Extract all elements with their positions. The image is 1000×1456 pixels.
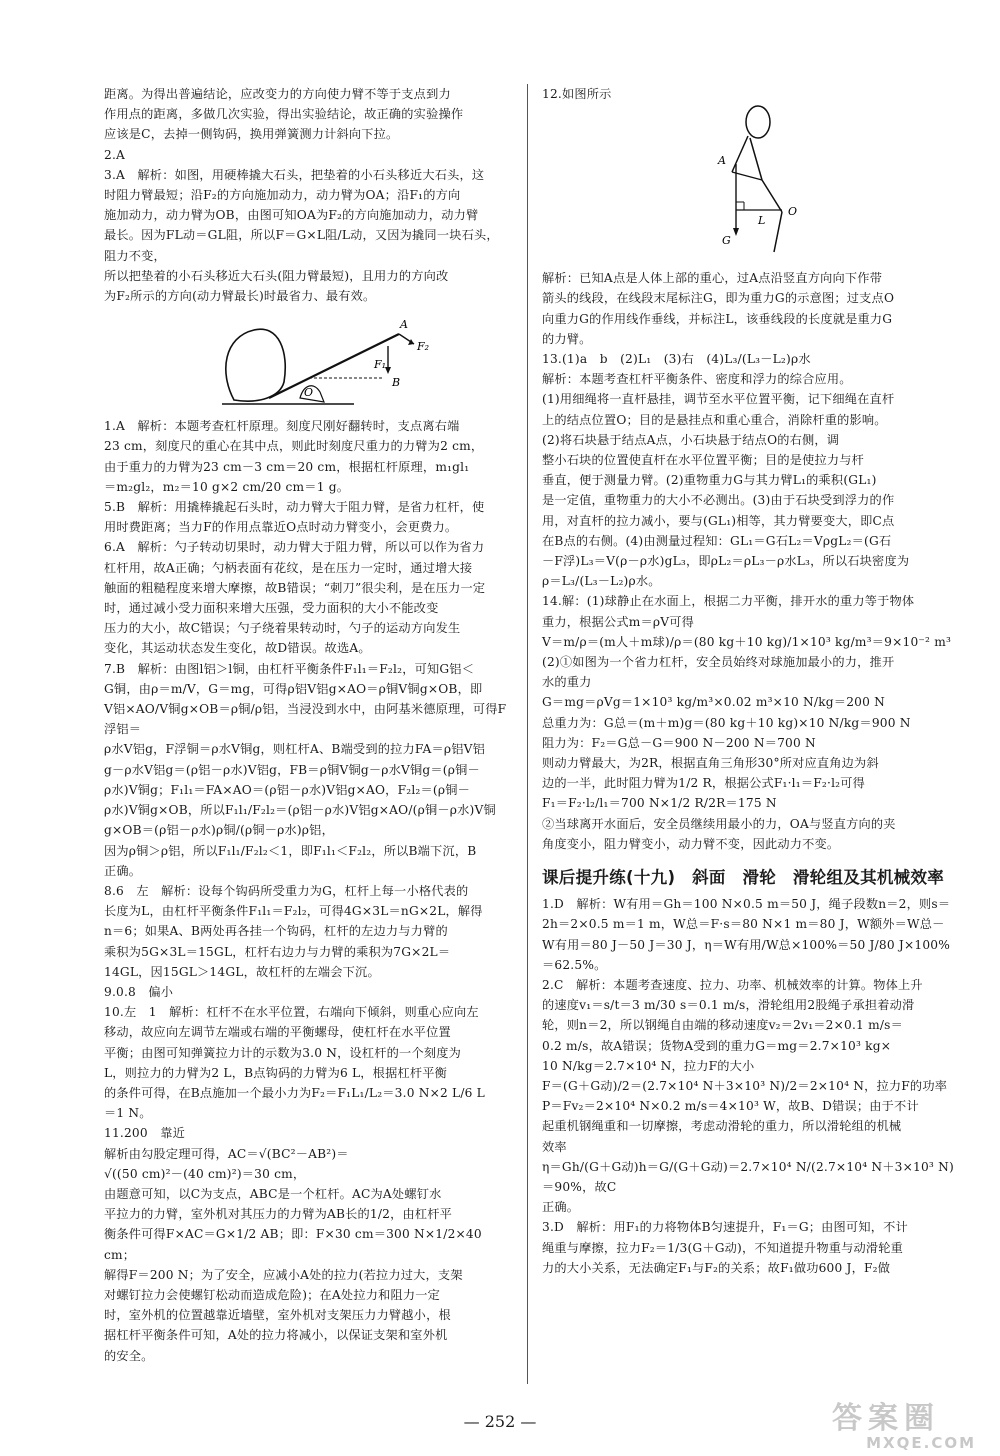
text-line: 阻力为：F₂＝G总－G＝900 N－200 N＝700 N (542, 735, 816, 750)
label-G: G (722, 234, 731, 248)
text-line: 8.6 左 解析：设每个钩码所受重力为G，杠杆上每一小格代表的 (104, 883, 469, 898)
text-line: 2.C 解析：本题考查速度、拉力、功率、机械效率的计算。物体上升 (542, 977, 923, 992)
text-line: 向重力G的作用线作垂线，并标注L，该垂线段的长度就是重力G (542, 311, 893, 326)
text-line: (2)将石块悬于结点A点，小石块悬于结点O的右侧，调 (542, 432, 840, 447)
text-line: 阻力不变， (104, 248, 166, 263)
right-text-block-3 (542, 894, 964, 1278)
text-line: ＝m₂gl₂，m₂＝10 g×2 cm/20 cm＝1 g。 (104, 479, 350, 494)
text-line: 时，通过减小受力面积来增大压强，受力面积的大小不能改变 (104, 601, 439, 616)
text-line: 最长。因为FL动＝GL阻，所以F＝G×L阻/L动，又因为撬同一块石头， (104, 228, 499, 243)
text-line: 是一定值，重物重力的大小不必测出。(3)由于石块受到浮力的作 (542, 493, 895, 508)
text-line: (2)①如图为一个省力杠杆，安全员始终对球施加最小的力，推开 (542, 655, 895, 670)
text-line: 重力，根据公式m＝ρV可得 (542, 614, 694, 629)
text-line: G铜，由ρ＝m/V，G＝mg，可得ρ铝V铝g×AO＝ρ铜V铜g×OB，即 (104, 681, 483, 696)
text-line: 2h＝2×0.5 m＝1 m，W总＝F·s＝80 N×1 m＝80 J，W额外＝W总－ (542, 917, 945, 932)
text-line: 所以把垫着的小石头移近大石头(阻力臂最短)，且用力的方向改 (104, 268, 449, 283)
text-line: ρ水)V铜g×OB，所以F₁l₁/F₂l₂＝(ρ铝－ρ水)V铝g×AO/(ρ铜－ρ水)V铜g×OB＝(ρ铝－ρ水)ρ铜/(ρ铜－ρ水)ρ铝， (104, 803, 496, 838)
left-column (104, 84, 516, 1366)
label-F1: F₁ (374, 358, 387, 372)
text-line: η＝Gh/(G＋G动)h＝G/(G＋G动)＝2.7×10⁴ N/(2.7×10⁴ N＋3×10³ N)＝90%，故C (542, 1159, 954, 1194)
watermark-url: MXQE.COM (866, 1434, 976, 1452)
text-line: 乘积为5G×3L＝15GL，杠杆右边力与力臂的乘积为7G×2L＝ (104, 944, 451, 959)
text-line: ＝1 N。 (104, 1106, 152, 1121)
text-line: 解析：已知A点是人体上部的重心，过A点沿竖直方向向下作带 (542, 271, 883, 286)
text-line: 3.A 解析：如图，用硬棒撬大石头，把垫着的小石头移近大石头，这 (104, 167, 485, 182)
text-line: 起重机钢绳重和一切摩擦，考虑动滑轮的重力，所以滑轮组的机械 (542, 1119, 902, 1134)
text-line: 移动，故应向左调节左端或右端的平衡螺母，使杠杆在水平位置 (104, 1025, 451, 1040)
right-column (542, 84, 964, 1278)
section-heading: 课后提升练(十九) 斜面 滑轮 滑轮组及其机械效率 (542, 868, 945, 888)
text-line: 总重力为：G总＝(m＋m)g＝(80 kg＋10 kg)×10 N/kg＝900 N (542, 715, 911, 730)
text-line: 上的结点位置O；目的是悬挂点和重心重合，消除杆重的影响。 (542, 412, 887, 427)
text-line: L，则拉力的力臂为2 L，B点钩码的力臂为6 L，根据杠杆平衡 (104, 1065, 448, 1080)
text-line: ρ水)V铜g；F₁l₁＝FA×AO＝(ρ铝－ρ水)V铝g×AO，F₂l₂＝(ρ铜－ (104, 782, 470, 797)
page-number: — 252 — (463, 1412, 537, 1431)
text-line: 杠杆用，故A正确；勺柄表面有花纹，是在压力一定时，通过增大接 (104, 560, 473, 575)
text-line: 9.0.8 偏小 (104, 984, 174, 999)
right-text-block-1 (542, 84, 964, 104)
text-line: 14GL，因15GL＞14GL，故杠杆的左端会下沉。 (104, 964, 380, 979)
text-line: 的条件可得，在B点施加一个最小力为F₂＝F₁L₁/L₂＝3.0 N×2 L/6 L (104, 1085, 485, 1100)
text-line: 的安全。 (104, 1348, 154, 1363)
text-line: 1.A 解析：本题考查杠杆原理。刻度尺刚好翻转时，支点离右端 (104, 419, 460, 434)
text-line: 5.B 解析：用撬棒撬起石头时，动力臂大于阻力臂，是省力杠杆，使 (104, 500, 485, 515)
text-line: 应该是C，去掉一侧钩码，换用弹簧测力计斜向下拉。 (104, 127, 399, 142)
text-line: 2.A (104, 147, 126, 162)
text-line: 因为ρ铜＞ρ铝，所以F₁l₁/F₂l₂＜1，即F₁l₁＜F₂l₂，所以B端下沉，B (104, 843, 477, 858)
text-line: 对螺钉拉力会使螺钉松动而造成危险)；在A处拉力和阻力一定 (104, 1287, 441, 1302)
text-line: ＝62.5%。 (542, 957, 607, 972)
text-line: 则动力臂最大，为2R，根据直角三角形30°所对应直角边为斜 (542, 756, 879, 771)
column-divider (527, 84, 528, 1384)
text-line: g－ρ水V铝g＝(ρ铝－ρ水)V铝g，FB＝ρ铜V铜g－ρ水V铜g＝(ρ铜－ (104, 762, 480, 777)
text-line: 由题意可知，以C为支点，ABC是一个杠杆。AC为A处螺钉水 (104, 1186, 442, 1201)
text-line: 据杠杆平衡条件可知，A处的拉力将减小，以保证支架和室外机 (104, 1328, 448, 1343)
text-line: 边的一半，此时阻力臂为1/2 R，根据公式F₁·l₁＝F₂·l₂可得 (542, 776, 866, 791)
text-line: V铝×AO/V铜g×OB＝ρ铜/ρ铝，当浸没到水中，由阿基米德原理，可得F浮铝＝ (104, 702, 507, 737)
text-line: 6.A 解析：勺子转动切果时，动力臂大于阻力臂，所以可以作为省力 (104, 540, 485, 555)
text-line: √((50 cm)²－(40 cm)²)＝30 cm， (104, 1166, 306, 1181)
text-line: 由于重力的力臂为23 cm－3 cm＝20 cm，根据杠杆原理，m₁gl₁ (104, 459, 470, 474)
text-line: 施加动力，动力臂为OB，由图可知OA为F₂的方向施加动力，动力臂 (104, 208, 479, 223)
text-line: W有用＝80 J－50 J＝30 J，η＝W有用/W总×100%＝50 J/80 J×100% (542, 937, 951, 952)
text-line: 10.左 1 解析：杠杆不在水平位置，右端向下倾斜，则重心应向左 (104, 1005, 479, 1020)
text-line: 正确。 (104, 863, 142, 878)
text-line: 箭头的线段，在线段末尾标注G，即为重力G的示意图；过支点O (542, 291, 895, 306)
text-line: F＝(G＋G动)/2＝(2.7×10⁴ N＋3×10³ N)/2＝2×10⁴ N，拉力F的功率 (542, 1078, 948, 1093)
left-text-block-2 (104, 416, 516, 1366)
text-line: 23 cm，刻度尺的重心在其中点，则此时刻度尺重力的力臂为2 cm， (104, 439, 484, 454)
text-line: 14.解：(1)球静止在水面上，根据二力平衡，排开水的重力等于物体 (542, 594, 915, 609)
text-line: G＝mg＝ρVg＝1×10³ kg/m³×0.02 m³×10 N/kg＝200 N (542, 695, 885, 710)
text-line: －F浮)L₃＝V(ρ－ρ水)gL₃，即ρL₂＝ρL₃－ρ水L₃，所以石块密度为 (542, 554, 910, 569)
text-line: 垂直，便于测量力臂。(2)重物重力G与其力臂L₁的乘积(GL₁) (542, 473, 877, 488)
text-line: 力的大小关系，无法确定F₁与F₂的关系；故F₁做功600 J，F₂做 (542, 1260, 891, 1275)
text-line: 13.(1)a b (2)L₁ (3)右 (4)L₃/(L₃－L₂)ρ水 (542, 352, 811, 367)
text-line: 水的重力 (542, 675, 592, 690)
text-line: 触面的粗糙程度来增大摩擦，故B错误；“刺刀”很尖利，是在压力一定 (104, 580, 486, 595)
text-line: ρ＝L₃/(L₃－L₂)ρ水。 (542, 574, 661, 589)
text-line: n＝6；如果A、B两处再各挂一个钩码，杠杆的左边力与力臂的 (104, 924, 448, 939)
text-line: 效率 (542, 1139, 567, 1154)
text-line: 解析：本题考查杠杆平衡条件、密度和浮力的综合应用。 (542, 372, 852, 387)
text-line: 的力臂。 (542, 331, 592, 346)
text-line: 整小石块的位置使直杆在水平位置平衡；目的是使拉力与杆 (542, 453, 865, 468)
text-line: 变化，其运动状态发生变化，故D错误。故选A。 (104, 641, 371, 656)
text-line: 0.2 m/s，故A错误；货物A受到的重力G＝mg＝2.7×10³ kg× (542, 1038, 892, 1053)
text-line: V＝m/ρ＝(m人＋m球)/ρ＝(80 kg＋10 kg)/1×10³ kg/m³＝9×10⁻² m³ (542, 634, 952, 649)
text-line: 压力的大小，故C错误；勺子绕着果转动时，勺子的运动方向发生 (104, 621, 461, 636)
text-line: (1)用细绳将一直杆悬挂，调节至水平位置平衡，记下细绳在直杆 (542, 392, 895, 407)
label-L: L (758, 214, 766, 228)
left-text-block-1 (104, 84, 516, 306)
text-line: 衡条件可得F×AC＝G×1/2 AB；即：F×30 cm＝300 N×1/2×40 cm； (104, 1227, 486, 1262)
label-B: B (392, 376, 401, 390)
label-O: O (304, 386, 314, 400)
text-line: 10 N/kg＝2.7×10⁴ N，拉力F的大小 (542, 1058, 755, 1073)
text-line: 时阻力臂最短；沿F₂的方向施加动力，动力臂为OA；沿F₁的方向 (104, 188, 461, 203)
text-line: F₁＝F₂·l₂/l₁＝700 N×1/2 R/2R＝175 N (542, 796, 777, 811)
right-text-block-2 (542, 268, 964, 854)
text-line: 距离。为得出普遍结论，应改变力的方向使力臂不等于支点到力 (104, 87, 451, 101)
lever-stone-figure (214, 312, 454, 410)
label-F2: F₂ (417, 340, 430, 354)
text-line: 的速度v₁＝s/t＝3 m/30 s＝0.1 m/s，滑轮组用2股绳子承担着动滑 (542, 998, 915, 1013)
text-line: 在B点的右侧。(4)由测量过程知：GL₁＝G石L₂＝VρgL₂＝(G石 (542, 533, 892, 548)
label-A: A (718, 154, 726, 168)
label-O: O (788, 205, 798, 219)
text-line: 作用点的距离，多做几次实验，得出实验结论，故正确的实验操作 (104, 107, 464, 122)
text-line: ②当球离开水面后，安全员继续用最小的力，OA与竖直方向的夹 (542, 816, 896, 831)
text-line: ρ水V铝g，F浮铜＝ρ水V铜g，则杠杆A、B端受到的拉力FA＝ρ铝V铝 (104, 742, 486, 757)
text-line: 1.D 解析：W有用＝Gh＝100 N×0.5 m＝50 J，绳子段数n＝2，则s＝ (542, 897, 951, 912)
text-line: 12.如图所示 (542, 87, 612, 101)
text-line: 时，室外机的位置越靠近墙壁，室外机对支架压力力臂越小，根 (104, 1308, 451, 1323)
text-line: 3.D 解析：用F₁的力将物体B匀速提升，F₁＝G；由图可知，不计 (542, 1220, 908, 1235)
text-line: 角度变小，阻力臂变小，动力臂不变，因此动力不变。 (542, 836, 840, 851)
text-line: P＝Fv₂＝2×10⁴ N×0.2 m/s＝4×10³ W，故B、D错误；由于不计 (542, 1099, 919, 1114)
text-line: 用时费距离；当力F的作用点靠近O点时动力臂变小，会更费力。 (104, 520, 458, 535)
text-line: 平衡；由图可知弹簧拉力计的示数为3.0 N，设杠杆的一个刻度为 (104, 1045, 461, 1060)
watermark-logo (832, 1401, 982, 1452)
label-A: A (400, 318, 408, 332)
text-line: 绳重与摩擦，拉力F₂＝1/3(G＋G动)，不知道提升物重与动滑轮重 (542, 1240, 904, 1255)
text-line: 为F₂所示的方向(动力臂最长)时最省力、最有效。 (104, 289, 376, 304)
watermark-text: 答案圈 (832, 1401, 940, 1436)
text-line: 7.B 解析：由图l铝＞l铜，由杠杆平衡条件F₁l₁＝F₂l₂，可知G铝＜ (104, 661, 475, 676)
text-line: 平拉力的力臂，室外机对其压力的力臂为AB长的1/2，由杠杆平 (104, 1207, 453, 1222)
text-line: 解得F＝200 N；为了安全，应减小A处的拉力(若拉力过大，支架 (104, 1267, 463, 1282)
text-line: 长度为L，由杠杆平衡条件F₁l₁＝F₂l₂，可得4G×3L＝nG×2L，解得 (104, 904, 483, 919)
text-line: 用，对直杆的拉力减小，要与(GL₁)相等，其力臂要变大，即C点 (542, 513, 895, 528)
text-line: 正确。 (542, 1200, 580, 1215)
text-line: 解析由勾股定理可得，AC＝√(BC²－AB²)＝ (104, 1146, 349, 1161)
person-lever-figure (712, 102, 832, 262)
text-line: 轮，则n＝2，所以钢绳自由端的移动速度v₂＝2v₁＝2×0.1 m/s＝ (542, 1018, 903, 1033)
text-line: 11.200 靠近 (104, 1126, 186, 1141)
